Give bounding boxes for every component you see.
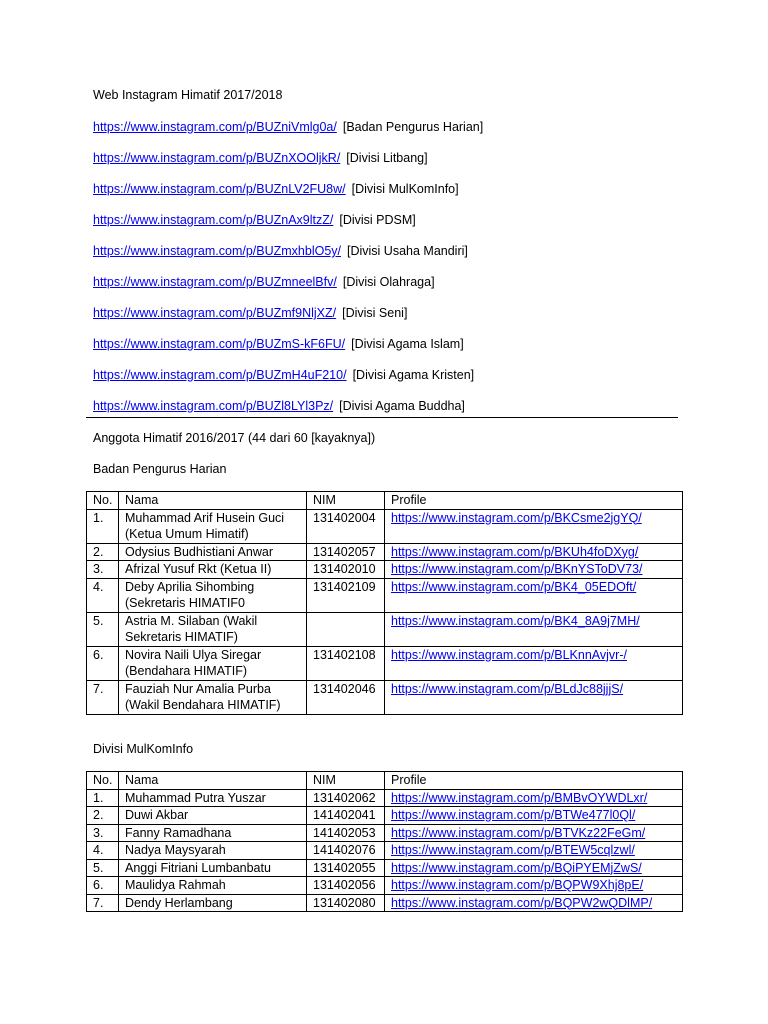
cell-nama: Muhammad Arif Husein Guci (Ketua Umum Himatif): [119, 509, 307, 543]
table-row: [87, 859, 683, 877]
col-header-no: No.: [87, 772, 119, 790]
cell-profile: [385, 877, 683, 895]
cell-nama: Fanny Ramadhana: [119, 824, 307, 842]
cell-nama: Muhammad Putra Yuszar: [119, 789, 307, 807]
cell-no: 3.: [87, 824, 119, 842]
cell-nama: Duwi Akbar: [119, 807, 307, 825]
bph-member-table: [86, 491, 683, 715]
cell-profile: [385, 561, 683, 579]
col-header-profile: Profile: [385, 772, 683, 790]
profile-link[interactable]: https://www.instagram.com/p/BQiPYEMjZwS/: [391, 860, 642, 875]
cell-profile: [385, 680, 683, 714]
profile-link[interactable]: https://www.instagram.com/p/BTVKz22FeGm/: [391, 825, 646, 840]
col-header-profile: Profile: [385, 492, 683, 510]
link-item: [93, 181, 693, 212]
cell-nama: Afrizal Yusuf Rkt (Ketua II): [119, 561, 307, 579]
link-label: [Divisi MulKomInfo]: [351, 182, 459, 196]
cell-profile: [385, 807, 683, 825]
profile-link[interactable]: https://www.instagram.com/p/BKnYSToDV73/: [391, 562, 643, 576]
cell-nim: 131402004: [307, 509, 385, 543]
cell-no: 3.: [87, 561, 119, 579]
profile-link[interactable]: https://www.instagram.com/p/BK4_8A9j7MH/: [391, 613, 640, 628]
instagram-link[interactable]: https://www.instagram.com/p/BUZniVmlg0a/: [93, 120, 337, 134]
cell-nim: 131402109: [307, 578, 385, 612]
link-label: [Divisi Olahraga]: [342, 275, 435, 289]
link-label: [Badan Pengurus Harian]: [342, 120, 484, 134]
table-row: [87, 877, 683, 895]
link-item: [93, 336, 693, 367]
instagram-link-list: [93, 119, 693, 429]
profile-link[interactable]: https://www.instagram.com/p/BQPW2wQDlMP/: [391, 895, 653, 910]
cell-no: 6.: [87, 877, 119, 895]
cell-nama: Deby Aprilia Sihombing (Sekretaris HIMATIF0: [119, 578, 307, 612]
link-label: [Divisi PDSM]: [339, 213, 416, 227]
cell-profile: [385, 612, 683, 646]
cell-no: 1.: [87, 789, 119, 807]
cell-no: 5.: [87, 612, 119, 646]
cell-profile: [385, 789, 683, 807]
col-header-no: No.: [87, 492, 119, 510]
section-title-bph: Badan Pengurus Harian: [93, 462, 227, 476]
cell-nim: 131402057: [307, 543, 385, 561]
cell-nim: 141402053: [307, 824, 385, 842]
cell-nama: Fauziah Nur Amalia Purba (Wakil Bendahara HIMATIF): [119, 680, 307, 714]
table-header-row: [87, 492, 683, 510]
col-header-nama: Nama: [119, 492, 307, 510]
cell-no: 4.: [87, 578, 119, 612]
profile-link[interactable]: https://www.instagram.com/p/BKUh4foDXyg/: [391, 544, 639, 559]
table-row: [87, 543, 683, 561]
cell-nim: 131402080: [307, 894, 385, 912]
cell-nim: 131402056: [307, 877, 385, 895]
table-header-row: [87, 772, 683, 790]
cell-profile: [385, 842, 683, 860]
col-header-nim: NIM: [307, 772, 385, 790]
page-heading: Web Instagram Himatif 2017/2018: [93, 88, 283, 102]
instagram-link[interactable]: https://www.instagram.com/p/BUZnAx9ltzZ/: [93, 213, 334, 227]
table-row: [87, 842, 683, 860]
cell-no: 2.: [87, 543, 119, 561]
instagram-link[interactable]: https://www.instagram.com/p/BUZmneelBfv/: [93, 275, 337, 289]
cell-profile: [385, 824, 683, 842]
profile-link[interactable]: https://www.instagram.com/p/BMBvOYWDLxr/: [391, 790, 648, 805]
profile-link[interactable]: https://www.instagram.com/p/BLKnnAvjvr-/: [391, 647, 627, 662]
table-row: [87, 789, 683, 807]
cell-nama: Odysius Budhistiani Anwar: [119, 543, 307, 561]
instagram-link[interactable]: https://www.instagram.com/p/BUZmf9NljXZ/: [93, 306, 337, 320]
table-row: [87, 894, 683, 912]
cell-profile: [385, 509, 683, 543]
table-row: [87, 612, 683, 646]
cell-nama: Maulidya Rahmah: [119, 877, 307, 895]
cell-nama: Novira Naili Ulya Siregar (Bendahara HIMATIF): [119, 646, 307, 680]
cell-nama: Nadya Maysyarah: [119, 842, 307, 860]
horizontal-divider: [86, 417, 678, 418]
link-label: [Divisi Agama Buddha]: [339, 399, 465, 413]
cell-profile: [385, 543, 683, 561]
link-item: [93, 398, 693, 429]
instagram-link[interactable]: https://www.instagram.com/p/BUZmxhblO5y/: [93, 244, 341, 258]
cell-profile: [385, 894, 683, 912]
cell-no: 4.: [87, 842, 119, 860]
link-label: [Divisi Litbang]: [346, 151, 428, 165]
col-header-nama: Nama: [119, 772, 307, 790]
cell-profile: [385, 859, 683, 877]
cell-nim: 141402041: [307, 807, 385, 825]
cell-no: 7.: [87, 894, 119, 912]
cell-profile: [385, 646, 683, 680]
link-item: [93, 274, 693, 305]
profile-link[interactable]: https://www.instagram.com/p/BK4_05EDOft/: [391, 579, 637, 594]
cell-nim: 141402076: [307, 842, 385, 860]
cell-nama: Dendy Herlambang: [119, 894, 307, 912]
link-item: [93, 150, 693, 181]
table-row: [87, 646, 683, 680]
cell-no: 2.: [87, 807, 119, 825]
cell-no: 5.: [87, 859, 119, 877]
link-item: [93, 119, 693, 150]
link-label: [Divisi Usaha Mandiri]: [347, 244, 468, 258]
link-item: [93, 212, 693, 243]
anggota-title: Anggota Himatif 2016/2017 (44 dari 60 [kayaknya]): [93, 431, 376, 445]
instagram-link[interactable]: https://www.instagram.com/p/BUZnLV2FU8w/: [93, 182, 346, 196]
section-title-mulkominfo: Divisi MulKomInfo: [93, 742, 194, 756]
link-label: [Divisi Agama Islam]: [351, 337, 464, 351]
table-row: [87, 578, 683, 612]
table-row: [87, 824, 683, 842]
instagram-link[interactable]: https://www.instagram.com/p/BUZmS-kF6FU/: [93, 337, 346, 351]
link-label: [Divisi Agama Kristen]: [352, 368, 475, 382]
table-row: [87, 509, 683, 543]
profile-link[interactable]: https://www.instagram.com/p/BLdJc88jjjS/: [391, 681, 624, 696]
cell-nim: 131402046: [307, 680, 385, 714]
cell-nim: 131402062: [307, 789, 385, 807]
cell-nim: [307, 612, 385, 646]
link-item: [93, 305, 693, 336]
cell-no: 1.: [87, 509, 119, 543]
cell-no: 7.: [87, 680, 119, 714]
cell-nama: Astria M. Silaban (Wakil Sekretaris HIMATIF): [119, 612, 307, 646]
link-item: [93, 367, 693, 398]
link-item: [93, 243, 693, 274]
instagram-link[interactable]: https://www.instagram.com/p/BUZmH4uF210/: [93, 368, 347, 382]
profile-link[interactable]: https://www.instagram.com/p/BTWe477l0Ql/: [391, 808, 636, 822]
cell-nim: 131402108: [307, 646, 385, 680]
profile-link[interactable]: https://www.instagram.com/p/BTEW5cqlzwl/: [391, 843, 635, 857]
col-header-nim: NIM: [307, 492, 385, 510]
cell-nim: 131402055: [307, 859, 385, 877]
table-row: [87, 807, 683, 825]
cell-no: 6.: [87, 646, 119, 680]
profile-link[interactable]: https://www.instagram.com/p/BQPW9Xhj8pE/: [391, 878, 644, 892]
table-row: [87, 680, 683, 714]
instagram-link[interactable]: https://www.instagram.com/p/BUZl8LYl3Pz/: [93, 399, 334, 413]
link-label: [Divisi Seni]: [342, 306, 408, 320]
cell-nim: 131402010: [307, 561, 385, 579]
cell-nama: Anggi Fitriani Lumbanbatu: [119, 859, 307, 877]
mulkominfo-member-table: [86, 771, 683, 912]
profile-link[interactable]: https://www.instagram.com/p/BKCsme2jgYQ/: [391, 510, 642, 525]
cell-profile: [385, 578, 683, 612]
table-row: [87, 561, 683, 579]
instagram-link[interactable]: https://www.instagram.com/p/BUZnXOOljkR/: [93, 151, 341, 165]
